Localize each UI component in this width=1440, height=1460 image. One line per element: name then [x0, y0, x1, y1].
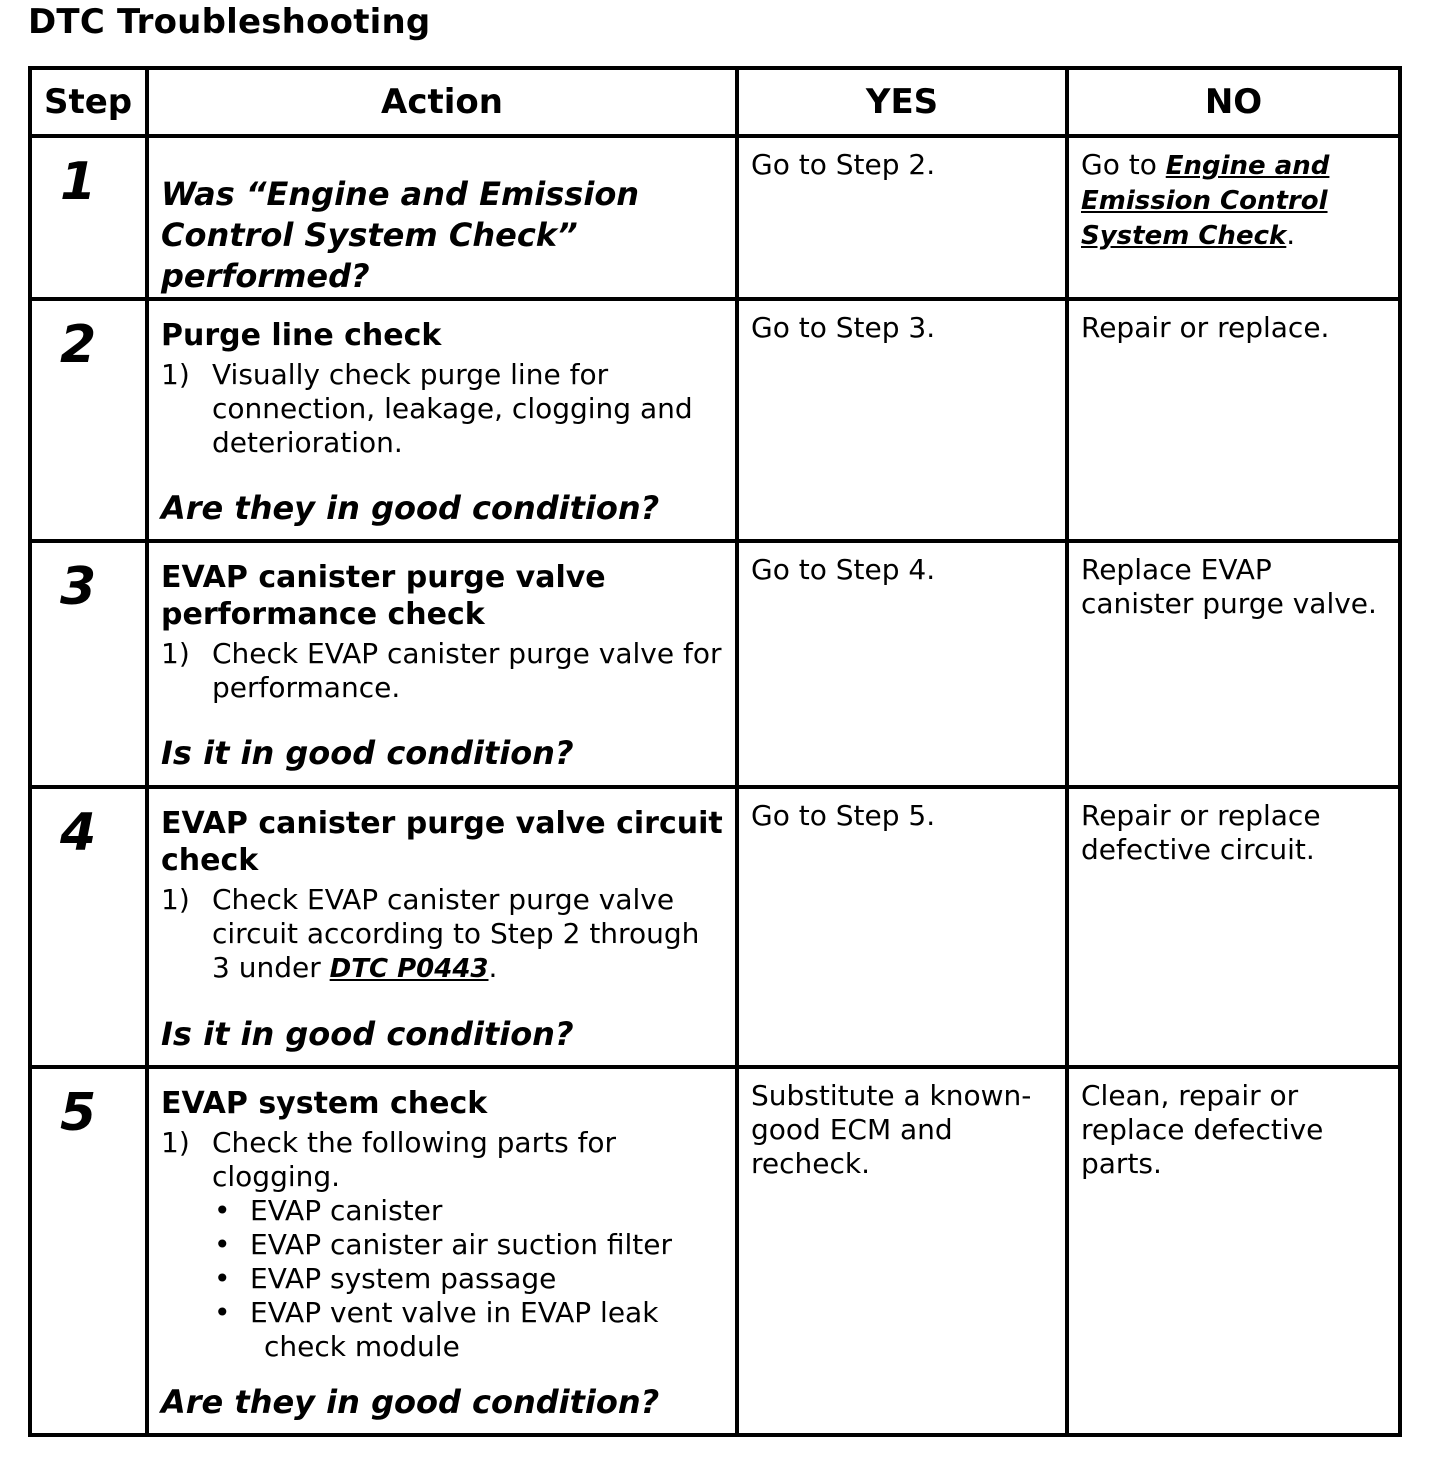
action-substep — [161, 1126, 723, 1364]
no-cell — [1067, 1067, 1400, 1435]
list-item — [212, 1262, 723, 1296]
step-number: 1 — [60, 152, 97, 212]
step-cell — [30, 787, 147, 1067]
no-text-prefix: Go to — [1081, 148, 1166, 181]
substep-suffix: . — [488, 951, 498, 984]
action-cell — [147, 787, 737, 1067]
header-no: NO — [1067, 68, 1400, 136]
action-heading: EVAP canister purge valve circuit check — [161, 806, 723, 878]
yes-text: Go to Step 3. — [751, 311, 936, 344]
bullet-icon: • — [214, 1228, 231, 1261]
header-step: Step — [30, 68, 147, 136]
no-text: Repair or replace. — [1081, 311, 1330, 344]
yes-text: Substitute a known-good ECM and recheck. — [751, 1079, 1032, 1180]
troubleshooting-table — [28, 66, 1402, 1437]
action-cell — [147, 299, 737, 541]
no-text: Repair or replace defective circuit. — [1081, 799, 1321, 866]
action-heading: EVAP system check — [161, 1086, 488, 1121]
table-header-row — [30, 68, 1400, 136]
engine-emission-check-link[interactable]: Engine and Emission Control System Check — [1081, 151, 1330, 251]
action-substep — [161, 358, 723, 460]
no-text: Clean, repair or replace defective parts. — [1081, 1079, 1324, 1180]
action-cell — [147, 136, 737, 299]
list-item — [212, 1296, 723, 1364]
yes-text: Go to Step 4. — [751, 553, 936, 586]
question: Are they in good condition? — [161, 489, 660, 527]
list-item-text: EVAP system passage — [250, 1262, 557, 1295]
dtc-p0443-link[interactable]: DTC P0443 — [329, 954, 489, 984]
yes-cell — [737, 299, 1067, 541]
substep-number: 1) — [161, 1126, 190, 1159]
substep-text: Check the following parts for clogging. — [212, 1126, 617, 1193]
bullet-icon: • — [214, 1262, 231, 1295]
action-substep — [161, 883, 723, 986]
no-cell — [1067, 541, 1400, 787]
step-cell — [30, 299, 147, 541]
no-cell — [1067, 136, 1400, 299]
list-item-text: EVAP canister air suction filter — [250, 1228, 673, 1261]
list-item — [212, 1194, 723, 1228]
yes-text: Go to Step 5. — [751, 799, 936, 832]
yes-cell — [737, 1067, 1067, 1435]
list-item — [212, 1228, 723, 1262]
step-number: 4 — [60, 803, 97, 863]
question: Is it in good condition? — [161, 734, 574, 772]
parts-list — [212, 1194, 723, 1364]
no-text: Replace EVAP canister purge valve. — [1081, 553, 1377, 620]
no-cell — [1067, 787, 1400, 1067]
substep-number: 1) — [161, 637, 190, 670]
table-row — [30, 541, 1400, 787]
step-number: 5 — [60, 1083, 97, 1143]
yes-cell — [737, 541, 1067, 787]
yes-cell — [737, 787, 1067, 1067]
substep-text: Visually check purge line for connection, leakage, clogging and deterioration. — [212, 358, 693, 459]
action-cell — [147, 541, 737, 787]
table-row — [30, 1067, 1400, 1435]
substep-text: Check EVAP canister purge valve for performance. — [212, 637, 722, 704]
substep-number: 1) — [161, 358, 190, 391]
substep-text: Check EVAP canister purge valve circuit according to Step 2 through 3 under — [212, 883, 700, 984]
list-item-text: EVAP canister — [250, 1194, 443, 1227]
action-substep — [161, 637, 723, 705]
no-text-suffix: . — [1286, 218, 1296, 251]
table-row — [30, 299, 1400, 541]
step-cell — [30, 1067, 147, 1435]
action-heading: Purge line check — [161, 318, 442, 353]
header-action: Action — [147, 68, 737, 136]
bullet-icon: • — [214, 1296, 231, 1329]
question: Was “Engine and Emission Control System Check” performed? — [161, 175, 640, 295]
yes-text: Go to Step 2. — [751, 148, 936, 181]
header-yes: YES — [737, 68, 1067, 136]
action-cell — [147, 1067, 737, 1435]
list-item-continuation: check module — [264, 1330, 460, 1363]
table-row — [30, 787, 1400, 1067]
step-number: 3 — [60, 557, 97, 617]
question: Are they in good condition? — [161, 1383, 660, 1421]
question: Is it in good condition? — [161, 1015, 574, 1053]
substep-number: 1) — [161, 883, 190, 916]
list-item-text: EVAP vent valve in EVAP leak — [250, 1296, 659, 1329]
yes-cell — [737, 136, 1067, 299]
action-heading: EVAP canister purge valve performance check — [161, 560, 606, 632]
step-cell — [30, 541, 147, 787]
page-title: DTC Troubleshooting — [28, 2, 431, 42]
table-row — [30, 136, 1400, 299]
no-cell — [1067, 299, 1400, 541]
step-number: 2 — [60, 315, 97, 375]
bullet-icon: • — [214, 1194, 231, 1227]
step-cell — [30, 136, 147, 299]
